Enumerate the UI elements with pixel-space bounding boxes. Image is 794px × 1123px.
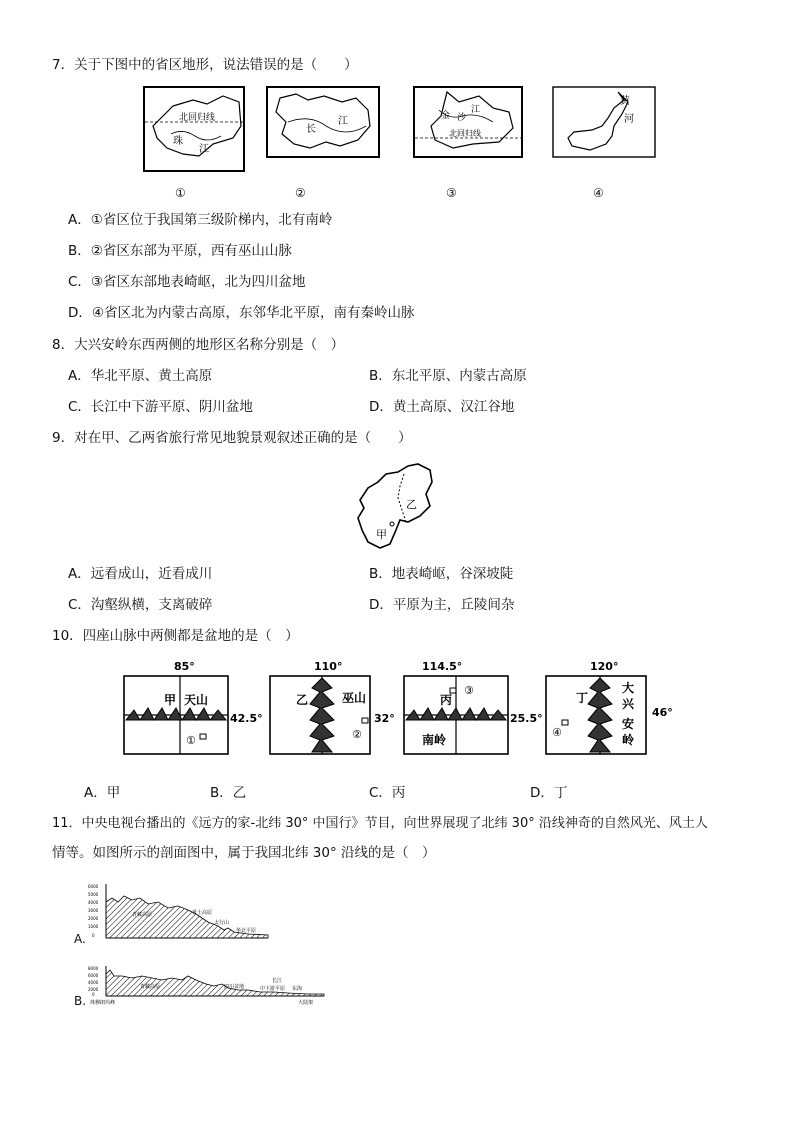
- q11-a-label-3: 华北平原: [236, 928, 257, 934]
- q11-b-label-5: 珠穆朗玛峰: [90, 1000, 116, 1006]
- q10-panel1-name: 甲: [164, 693, 177, 707]
- q7-map2-label-1: 江: [338, 116, 348, 127]
- q10-panel3-lon: 114.5°: [422, 660, 463, 673]
- q7-map3-num: ③: [446, 186, 457, 200]
- q11-stem-line2: 情等。如图所示的剖面图中，属于我国北纬 30° 沿线的是（ ）: [52, 845, 436, 861]
- q11-a-tick-2: 4000: [88, 900, 99, 905]
- q11-b-label-3: 中下游平原: [260, 986, 286, 992]
- q7-map-4: [552, 86, 656, 162]
- q10-panel1-mountain: 天山: [184, 693, 209, 707]
- q8-option-a[interactable]: A．华北平原、黄土高原: [68, 368, 213, 384]
- svg-text:岭: 岭: [622, 733, 635, 747]
- q10-panel-2: [266, 658, 406, 762]
- q7-map1-label-1: 珠: [173, 136, 183, 147]
- q10-option-b[interactable]: B．乙: [210, 785, 247, 801]
- q7-map-1: [143, 86, 245, 176]
- q11-b-label-0: 青藏高原: [140, 984, 161, 990]
- q11-a-tick-3: 3000: [88, 908, 99, 913]
- q11-a-tick-5: 1000: [88, 924, 99, 929]
- q7-map3-label-0: 金: [441, 111, 451, 121]
- q10-option-a[interactable]: A．甲: [84, 785, 121, 801]
- q10-panel3-mountain: 南岭: [422, 733, 447, 747]
- q7-map1-label-0: 北回归线: [179, 113, 216, 123]
- q11-b-tick-1: 6000: [88, 973, 99, 978]
- q11-a-label-2: 太行山: [214, 920, 230, 926]
- q9-map-label-0: 乙: [406, 498, 417, 511]
- q10-panel2-lon: 110°: [314, 660, 343, 673]
- q9-option-b[interactable]: B．地表崎岖，谷深坡陡: [369, 566, 514, 582]
- q7-map4-label-1: 河: [624, 114, 634, 125]
- q7-map-3: [413, 86, 523, 162]
- svg-text:大: 大: [622, 681, 635, 695]
- q11-b-label-1: 四川盆地: [224, 984, 245, 990]
- q11-a-tick-6: 0: [92, 933, 95, 938]
- q11-stem-line1: 11．中央电视台播出的《远方的家-北纬 30° 中国行》节目，向世界展现了北纬 30° 沿线神奇的自然风光、风土人: [52, 816, 708, 831]
- q7-map2-label-0: 长: [306, 124, 316, 135]
- q10-panel3-num: ③: [464, 684, 474, 697]
- q10-panel-4: [542, 658, 682, 762]
- q10-panel4-lon: 120°: [590, 660, 619, 673]
- q11-b-label-2: 长江: [272, 978, 283, 984]
- q7-map3-label-3: 北回归线: [449, 129, 481, 138]
- q11-a-tick-1: 5000: [88, 892, 99, 897]
- q10-stem: 10．四座山脉中两侧都是盆地的是（ ）: [52, 628, 299, 644]
- q7-map3-label-1: 沙: [457, 113, 467, 123]
- q7-stem: 7．关于下图中的省区地形，说法错误的是（ ）: [52, 57, 358, 73]
- q11-a-tick-4: 2000: [88, 916, 99, 921]
- svg-text:兴: 兴: [622, 697, 635, 711]
- q10-panel4-num: ④: [552, 726, 562, 739]
- q10-panel-1: [120, 658, 270, 762]
- q8-option-b[interactable]: B．东北平原、内蒙古高原: [369, 368, 527, 384]
- q9-option-a[interactable]: A．远看成山，近看成川: [68, 566, 213, 582]
- q9-map-label-1: 甲: [376, 528, 387, 541]
- q10-option-d[interactable]: D．丁: [530, 785, 568, 801]
- q11-a-label-0: 青藏高原: [132, 912, 153, 918]
- q7-option-c[interactable]: C．③省区东部地表崎岖，北为四川盆地: [68, 274, 306, 290]
- q7-map-2: [266, 86, 380, 162]
- q8-option-d[interactable]: D．黄土高原、汉江谷地: [369, 399, 515, 415]
- q10-panel2-num: ②: [352, 728, 362, 741]
- q7-map1-num: ①: [175, 186, 186, 200]
- q11-a-tick-0: 6000: [88, 884, 99, 889]
- q11-b-tick-3: 2000: [88, 987, 99, 992]
- q11-option-b-label[interactable]: B.: [74, 994, 87, 1008]
- q9-option-c[interactable]: C．沟壑纵横，支离破碎: [68, 597, 213, 613]
- q10-panel3-name: 丙: [440, 693, 453, 707]
- q11-b-label-4: 东海: [292, 986, 303, 992]
- q7-option-a[interactable]: A．①省区位于我国第三级阶梯内，北有南岭: [68, 212, 333, 228]
- svg-text:安: 安: [622, 717, 635, 731]
- q10-panel1-num: ①: [186, 734, 196, 747]
- q7-option-d[interactable]: D．④省区北为内蒙古高原，东邻华北平原，南有秦岭山脉: [68, 305, 415, 321]
- q10-panel1-lat: 42.5°: [230, 712, 263, 725]
- q11-b-label-6: 大陆架: [298, 1000, 314, 1006]
- q7-map4-label-0: 黄: [620, 96, 630, 107]
- q11-b-tick-2: 4000: [88, 980, 99, 985]
- q11-a-label-1: 黄土高原: [192, 910, 213, 916]
- q7-map2-num: ②: [295, 186, 306, 200]
- q8-option-c[interactable]: C．长江中下游平原、阴川盆地: [68, 399, 253, 415]
- q7-map4-num: ④: [593, 186, 604, 200]
- q11-b-tick-0: 8000: [88, 966, 99, 971]
- q10-panel3-lat: 25.5°: [510, 712, 543, 725]
- q10-panel2-name: 乙: [296, 693, 309, 707]
- q8-stem: 8．大兴安岭东西两侧的地形区名称分别是（ ）: [52, 337, 345, 353]
- q10-panel4-lat: 46°: [652, 706, 673, 719]
- q11-profile-b[interactable]: [88, 962, 328, 1010]
- q11-option-a-label[interactable]: A.: [74, 932, 86, 946]
- q7-map1-label-2: 江: [199, 144, 209, 155]
- q10-panel4-name: 丁: [576, 691, 589, 705]
- q10-panel1-lon: 85°: [174, 660, 195, 673]
- q11-profile-a[interactable]: [88, 880, 278, 946]
- q11-b-tick-4: 0: [92, 992, 95, 997]
- q10-option-c[interactable]: C．丙: [369, 785, 406, 801]
- q7-map3-label-2: 江: [471, 105, 481, 115]
- q9-stem: 9．对在甲、乙两省旅行常见地貌景观叙述正确的是（ ）: [52, 430, 412, 446]
- q10-panel2-mountain: 巫山: [342, 691, 367, 705]
- q9-option-d[interactable]: D．平原为主，丘陵间杂: [369, 597, 515, 613]
- q7-option-b[interactable]: B．②省区东部为平原，西有巫山山脉: [68, 243, 292, 259]
- q10-panel-3: [400, 658, 550, 762]
- q9-map: [356, 460, 436, 556]
- q10-panel2-lat: 32°: [374, 712, 395, 725]
